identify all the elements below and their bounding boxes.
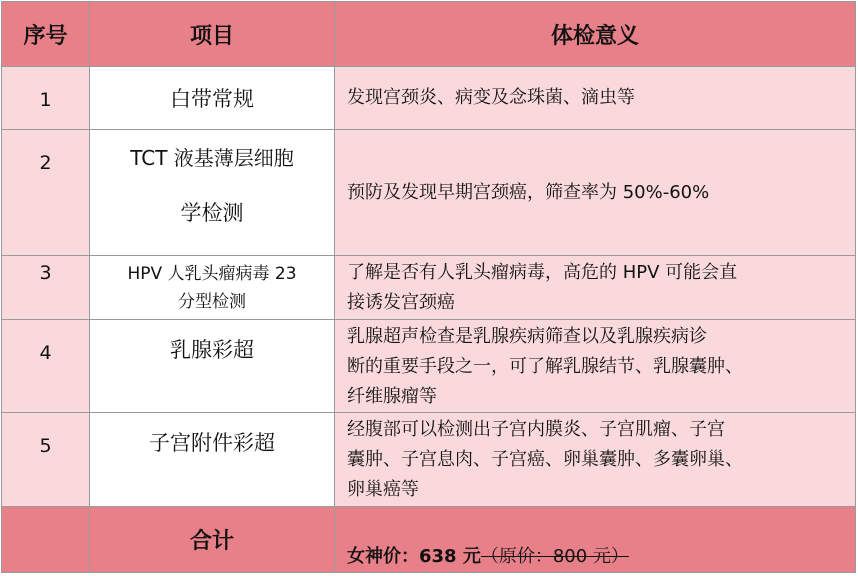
row-meaning-line: 乳腺超声检查是乳腺疾病筛查以及乳腺疾病诊: [347, 326, 707, 347]
header-item: 项目: [90, 2, 335, 67]
row-item: [90, 130, 335, 256]
row-meaning-line: 卵巢癌等: [347, 479, 419, 500]
table-header-row: [2, 2, 856, 67]
original-price: （原价：800 元）: [480, 546, 629, 567]
row-meaning-line: 经腹部可以检测出子宫内膜炎、子宫肌瘤、子宫: [347, 419, 725, 440]
row-meaning-line: 断的重要手段之一，可了解乳腺结节、乳腺囊肿、: [347, 356, 743, 377]
row-item: [90, 413, 335, 507]
row-item: 白带常规: [90, 67, 335, 130]
table-row: [2, 130, 856, 256]
row-item-text: 子宫附件彩超: [149, 431, 275, 455]
row-meaning: [335, 320, 856, 413]
total-empty-cell: [2, 507, 90, 573]
row-meaning: 预防及发现早期宫颈癌，筛查率为 50%-60%: [335, 130, 856, 256]
table-row: [2, 256, 856, 320]
table-row: [2, 67, 856, 130]
row-meaning: [335, 256, 856, 320]
header-meaning: 体检意义: [335, 2, 856, 67]
table-row: [2, 320, 856, 413]
row-item-line: 学检测: [180, 201, 244, 225]
row-meaning-line: 纤维腺瘤等: [347, 386, 437, 407]
total-label: 合计: [90, 507, 335, 573]
total-row: [2, 507, 856, 573]
header-no: 序号: [2, 2, 90, 67]
row-item-line: TCT 液基薄层细胞: [130, 146, 294, 170]
row-meaning-line: 了解是否有人乳头瘤病毒，高危的 HPV 可能会直: [347, 261, 738, 283]
checkup-table: [1, 1, 856, 573]
row-number: 5: [2, 413, 90, 507]
goddess-price: 女神价：638 元: [347, 546, 481, 567]
row-item-line: 分型检测: [178, 291, 246, 312]
row-meaning-line: 接诱发宫颈癌: [347, 291, 455, 313]
row-number: 1: [2, 67, 90, 130]
row-number: 4: [2, 320, 90, 413]
row-item: [90, 320, 335, 413]
row-meaning: 发现宫颈炎、病变及念珠菌、滴虫等: [335, 67, 856, 130]
row-item-line: HPV 人乳头瘤病毒 23: [127, 263, 297, 284]
row-item: [90, 256, 335, 320]
table-row: [2, 413, 856, 507]
row-meaning-line: 囊肿、子宫息肉、子宫癌、卵巢囊肿、多囊卵巢、: [347, 449, 743, 470]
row-number: 3: [2, 256, 90, 320]
row-item-text: 乳腺彩超: [170, 338, 254, 362]
row-number: 2: [2, 130, 90, 256]
total-price: [335, 507, 856, 573]
row-meaning: [335, 413, 856, 507]
